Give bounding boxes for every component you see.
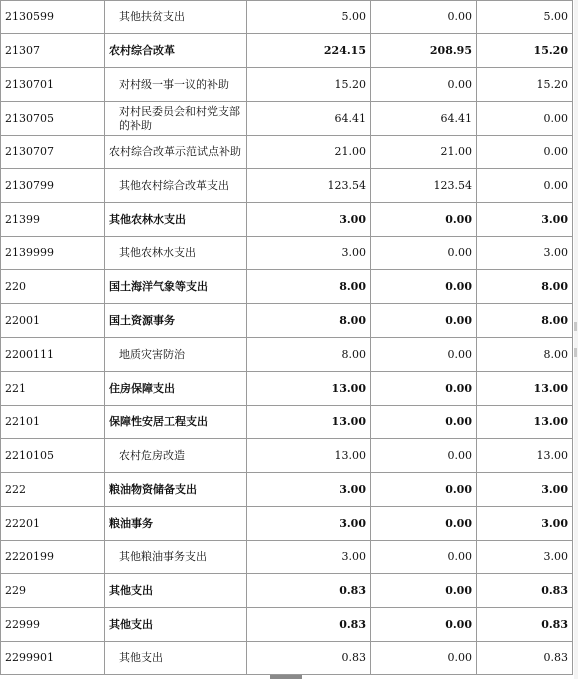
row-basic: 0.00 [371,1,477,34]
row-basic: 0.00 [371,608,477,642]
row-code: 22001 [1,304,105,338]
row-total: 13.00 [247,372,371,406]
row-code: 220 [1,270,105,304]
row-code: 2299901 [1,642,105,675]
row-basic: 64.41 [371,102,477,136]
table-row [1,406,573,439]
row-code: 2220199 [1,541,105,574]
table-row [1,1,573,34]
row-total: 21.00 [247,136,371,169]
row-code: 2139999 [1,237,105,270]
row-basic: 0.00 [371,203,477,237]
row-code: 2130799 [1,169,105,203]
row-basic: 0.00 [371,439,477,473]
row-basic: 0.00 [371,372,477,406]
row-name: 保障性安居工程支出 [105,406,247,439]
row-total: 8.00 [247,270,371,304]
row-code: 221 [1,372,105,406]
row-code: 2130707 [1,136,105,169]
row-code: 229 [1,574,105,608]
scroll-marker [574,322,577,331]
row-total: 3.00 [247,237,371,270]
vertical-scrollbar[interactable] [574,0,578,679]
row-name: 其他农林水支出 [105,203,247,237]
row-total: 8.00 [247,338,371,372]
row-total: 5.00 [247,1,371,34]
row-project: 0.00 [477,102,573,136]
row-project: 13.00 [477,406,573,439]
scroll-marker [574,348,577,357]
row-name: 其他支出 [105,608,247,642]
row-total: 3.00 [247,541,371,574]
table-row [1,304,573,338]
row-name: 农村危房改造 [105,439,247,473]
row-code: 2210105 [1,439,105,473]
row-code: 22201 [1,507,105,541]
row-code: 2130599 [1,1,105,34]
row-name: 其他农林水支出 [105,237,247,270]
row-code: 21307 [1,34,105,68]
row-basic: 0.00 [371,68,477,102]
row-code: 22101 [1,406,105,439]
row-project: 8.00 [477,270,573,304]
row-name: 对村级一事一议的补助 [105,68,247,102]
table-row [1,642,573,675]
row-basic: 0.00 [371,507,477,541]
row-project: 0.83 [477,642,573,675]
row-code: 22999 [1,608,105,642]
row-name: 住房保障支出 [105,372,247,406]
row-project: 13.00 [477,439,573,473]
row-code: 222 [1,473,105,507]
row-name: 地质灾害防治 [105,338,247,372]
row-project: 3.00 [477,507,573,541]
table-row [1,68,573,102]
row-total: 0.83 [247,608,371,642]
row-basic: 0.00 [371,541,477,574]
row-name: 农村综合改革 [105,34,247,68]
table-row [1,574,573,608]
row-project: 15.20 [477,68,573,102]
table-row [1,136,573,169]
row-total: 123.54 [247,169,371,203]
table-row [1,270,573,304]
row-basic: 0.00 [371,473,477,507]
row-basic: 0.00 [371,270,477,304]
row-code: 2200111 [1,338,105,372]
row-basic: 208.95 [371,34,477,68]
row-project: 8.00 [477,338,573,372]
table-row [1,338,573,372]
row-basic: 0.00 [371,574,477,608]
table-row [1,237,573,270]
row-name: 对村民委员会和村党支部的补助 [105,102,247,136]
row-total: 0.83 [247,574,371,608]
row-total: 3.00 [247,507,371,541]
row-total: 3.00 [247,203,371,237]
row-total: 13.00 [247,439,371,473]
row-project: 0.00 [477,136,573,169]
row-project: 3.00 [477,203,573,237]
table-row [1,473,573,507]
row-basic: 0.00 [371,642,477,675]
row-name: 其他支出 [105,574,247,608]
row-total: 13.00 [247,406,371,439]
row-basic: 0.00 [371,338,477,372]
row-name: 其他支出 [105,642,247,675]
row-project: 3.00 [477,541,573,574]
table-row [1,608,573,642]
row-basic: 0.00 [371,304,477,338]
row-name: 其他扶贫支出 [105,1,247,34]
row-project: 13.00 [477,372,573,406]
table-row [1,541,573,574]
table-row [1,102,573,136]
row-basic: 21.00 [371,136,477,169]
row-basic: 0.00 [371,406,477,439]
row-project: 0.83 [477,574,573,608]
row-basic: 0.00 [371,237,477,270]
row-total: 0.83 [247,642,371,675]
row-name: 国土资源事务 [105,304,247,338]
row-name: 其他粮油事务支出 [105,541,247,574]
row-project: 3.00 [477,237,573,270]
row-code: 21399 [1,203,105,237]
row-total: 15.20 [247,68,371,102]
table-row [1,372,573,406]
table-row [1,507,573,541]
row-project: 0.83 [477,608,573,642]
row-total: 224.15 [247,34,371,68]
table-row [1,439,573,473]
row-name: 农村综合改革示范试点补助 [105,136,247,169]
row-basic: 123.54 [371,169,477,203]
row-project: 5.00 [477,1,573,34]
row-name: 粮油事务 [105,507,247,541]
row-total: 3.00 [247,473,371,507]
table-body [1,1,573,675]
row-code: 2130701 [1,68,105,102]
row-total: 8.00 [247,304,371,338]
table-row [1,34,573,68]
row-project: 15.20 [477,34,573,68]
row-project: 8.00 [477,304,573,338]
horizontal-scroll-thumb[interactable] [270,675,302,679]
row-name: 国土海洋气象等支出 [105,270,247,304]
row-name: 其他农村综合改革支出 [105,169,247,203]
table-row [1,169,573,203]
row-project: 3.00 [477,473,573,507]
row-project: 0.00 [477,169,573,203]
row-name: 粮油物资储备支出 [105,473,247,507]
row-code: 2130705 [1,102,105,136]
row-total: 64.41 [247,102,371,136]
table-row [1,203,573,237]
